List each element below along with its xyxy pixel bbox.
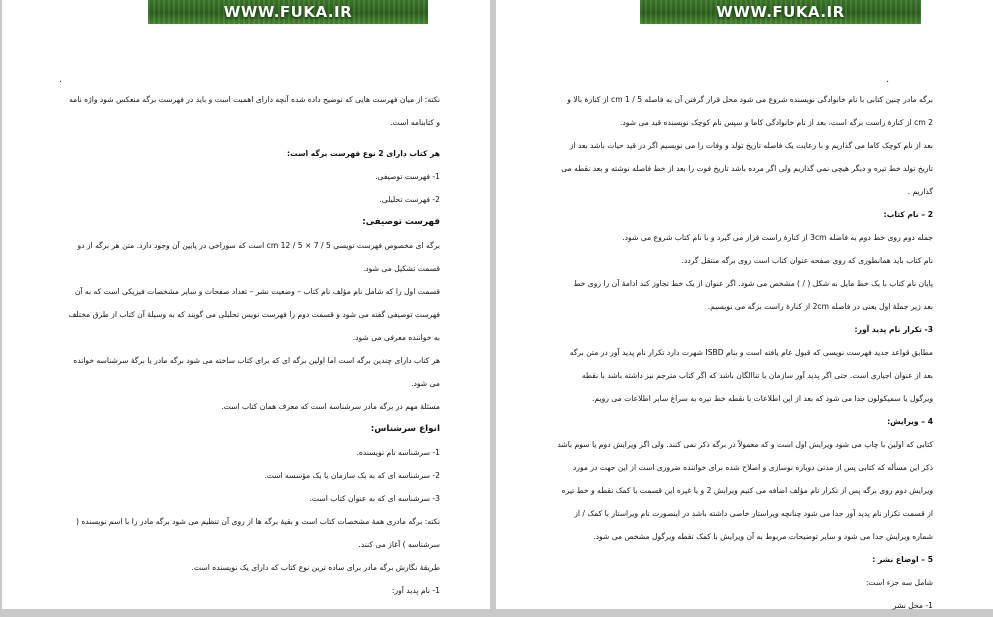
right-page-text	[557, 88, 933, 617]
text-line: 1- نام پدید آور:	[391, 586, 440, 595]
text-line: نام کتاب باید همانطوری که روی صفحه عنوان کتاب است روی برگه منتقل گردد.	[681, 256, 933, 265]
text-line: ویرایش دوم روی برگه پس از تکرار نام مؤلف اضافه می کنیم ویرایش 2 و یا غیره این قسمت با کمک نقطه و خط تیره	[561, 486, 933, 495]
text-line: نکته: برگه مادری همۀ مشخصات کتاب است و بقیۀ برگه ها از روی آن تنظیم می شود برگه مادر را با اسم نویسنده (	[75, 517, 440, 526]
text-line: 1- محل نشر	[892, 601, 933, 610]
section-heading: 2 – نام کتاب:	[883, 210, 933, 219]
page-dot: .	[59, 74, 63, 85]
text-line: و کتابنامه است.	[390, 118, 440, 127]
text-line: 3- سرشناسه ای که به عنوان کتاب است.	[309, 494, 440, 503]
watermark-banner	[148, 0, 428, 24]
text-line: پایان نام کتاب با یک خط مایل به شکل ( / ) مشخص می شود. اگر عنوان از یک خط تجاوز کند ادامۀ آن را روی خط	[573, 279, 933, 288]
page-dot: .	[886, 74, 890, 85]
watermark-text: WWW.FUKA.IR	[223, 3, 353, 21]
text-line: تاریخ تولد خط تیره و دیگر هیچی نمی گذاریم ولی اگر مرده باشد تاریخ فوت را بعد از خط فاصله نوشته و بعد نقطه می	[561, 164, 933, 173]
text-line: شماره ویرایش جدا می شود و سایر توضیحات مربوط به آن ویرایش با کمک نقطه ویرگول مشخص می شود.	[593, 532, 933, 541]
text-line: می شود.	[411, 379, 440, 388]
text-line: بعد زیر جملۀ اول یعنی در فاصله 2cm از کنارۀ راست برگه می نویسیم.	[707, 302, 933, 311]
text-line: مسئلۀ مهم در برگه مادر سرشناسه است که معرف همان کتاب است.	[221, 402, 440, 411]
text-line: 2- فهرست تحلیلی.	[379, 195, 440, 204]
text-line: قسمت اول را که شامل نام مؤلف نام کتاب – وضعیت نشر – تعداد صفحات و سایر مشخصات فیزیکی است که به آن	[74, 287, 440, 296]
text-line: ذکر این مسأله که کتابی پس از مدتی دوباره نوسازی و اصلاح شده برای خواننده ضروری است از این جهت در مورد	[572, 463, 933, 472]
section-heading: هر کتاب دارای 2 نوع فهرست برگه است:	[287, 149, 440, 158]
watermark-banner	[640, 0, 921, 24]
right-page	[496, 0, 993, 609]
text-line: برگه ای مخصوص فهرست نویسی 5 / 7 × 5 / 12 cm است که سوراخی در پایین آن وجود دارد. متن هر برگه از دو	[77, 241, 440, 250]
text-line: سرشناسه ) آغاز می کنند.	[358, 540, 440, 549]
text-line: مطابق قواعد جدید فهرست نویسی که قبول عام یافته است و بنام ISBD شهرت دارد تکرار نام پدید آور در متن برگه	[569, 348, 933, 357]
text-line: قسمت تشکیل می شود.	[362, 264, 440, 273]
section-heading: 5 – اوضاع نشر :	[872, 555, 933, 564]
text-line: کتابی که اولین با چاپ می شود ویرایش اول است و که معمولاً در برگه ذکر نمی کنند. ولی اگر ویرایش دوم یا سوم باشد	[557, 440, 933, 449]
text-line: هر کتاب دارای چندین برگه است اما اولین برگه ای که برای کتاب ساخته می شود برگه مادر یا برگۀ سرشناسه خوانده	[73, 356, 440, 365]
section-heading: انواع سرشناس:	[370, 424, 440, 434]
text-line: 2- سرشناسه ای که به یک سازمان یا یک مؤسسه است.	[264, 471, 440, 480]
text-line: فهرست توصیفی گفته می شود و قسمت دوم را فهرست نویس تحلیلی می گویند که به وسیلۀ آن کتاب از طرق مختلف	[68, 310, 440, 319]
section-heading: 4 – ویرایش:	[887, 417, 933, 426]
section-heading: فهرست توصیفی:	[362, 217, 440, 227]
text-line: بعد از نام کوچک کاما می گذاریم و با رعایت یک فاصله تاریخ تولد و وفات را می نویسیم اگر در قید حیات باشد بعد از	[569, 141, 933, 150]
text-line: از قسمت تکرار نام پدید آور جدا می شود چنانچه ویراستار خاصی داشته باشد در اینصورت نام ویراستار با کمک / از	[574, 509, 933, 518]
text-line: 2 cm از کنارۀ راست برگه است، بعد از نام خانوادگی کاما و سپس نام کوچک نویسنده قید می شود.	[619, 118, 933, 127]
spacer	[60, 134, 440, 142]
text-line: برگه مادر چنین کتابی با نام خانوادگی نویسنده شروع می شود محل قرار گرفتن آن به فاصله 5 / 1 cm از کنارۀ بالا و	[567, 95, 933, 104]
text-line: نکته: از میان فهرست هایی که توضیح داده شده آنچه دارای اهمیت است و باید در فهرست برگه منعکس شود واژه نامه	[69, 95, 440, 104]
text-line: جمله دوم روی خط دوم به فاصله 3cm از کنارۀ راست قرار می گیرد و با نام کتاب شروع می شود.	[622, 233, 933, 242]
text-line: ویرگول یا سمیکولون جدا می شود که بعد از این اطلاعات با نقطه خط تیره به سراغ سایر اطلاعات می رویم.	[592, 394, 933, 403]
text-line: شامل سه جزء است:	[865, 578, 933, 587]
text-line: به خواننده معرفی می شود.	[352, 333, 440, 342]
left-page-text	[60, 88, 440, 602]
text-line: بعد از عنوان اجباری است. حتی اگر پدید آور سازمان یا تناالگان باشد که اگر کتاب مترجم نیز داشته باشد با نقطه	[581, 371, 933, 380]
text-line: گذاریم .	[907, 187, 933, 196]
section-heading: 3- تکرار نام پدید آور:	[854, 325, 933, 334]
text-line: طریقۀ نگارش برگه مادر برای ساده ترین نوع کتاب که دارای یک نویسنده است.	[191, 563, 440, 572]
text-line: 1- فهرست توصیفی.	[375, 172, 440, 181]
watermark-text: WWW.FUKA.IR	[716, 3, 845, 21]
left-page	[2, 0, 490, 609]
text-line: 1- سرشناسه نام نویسنده.	[356, 448, 440, 457]
